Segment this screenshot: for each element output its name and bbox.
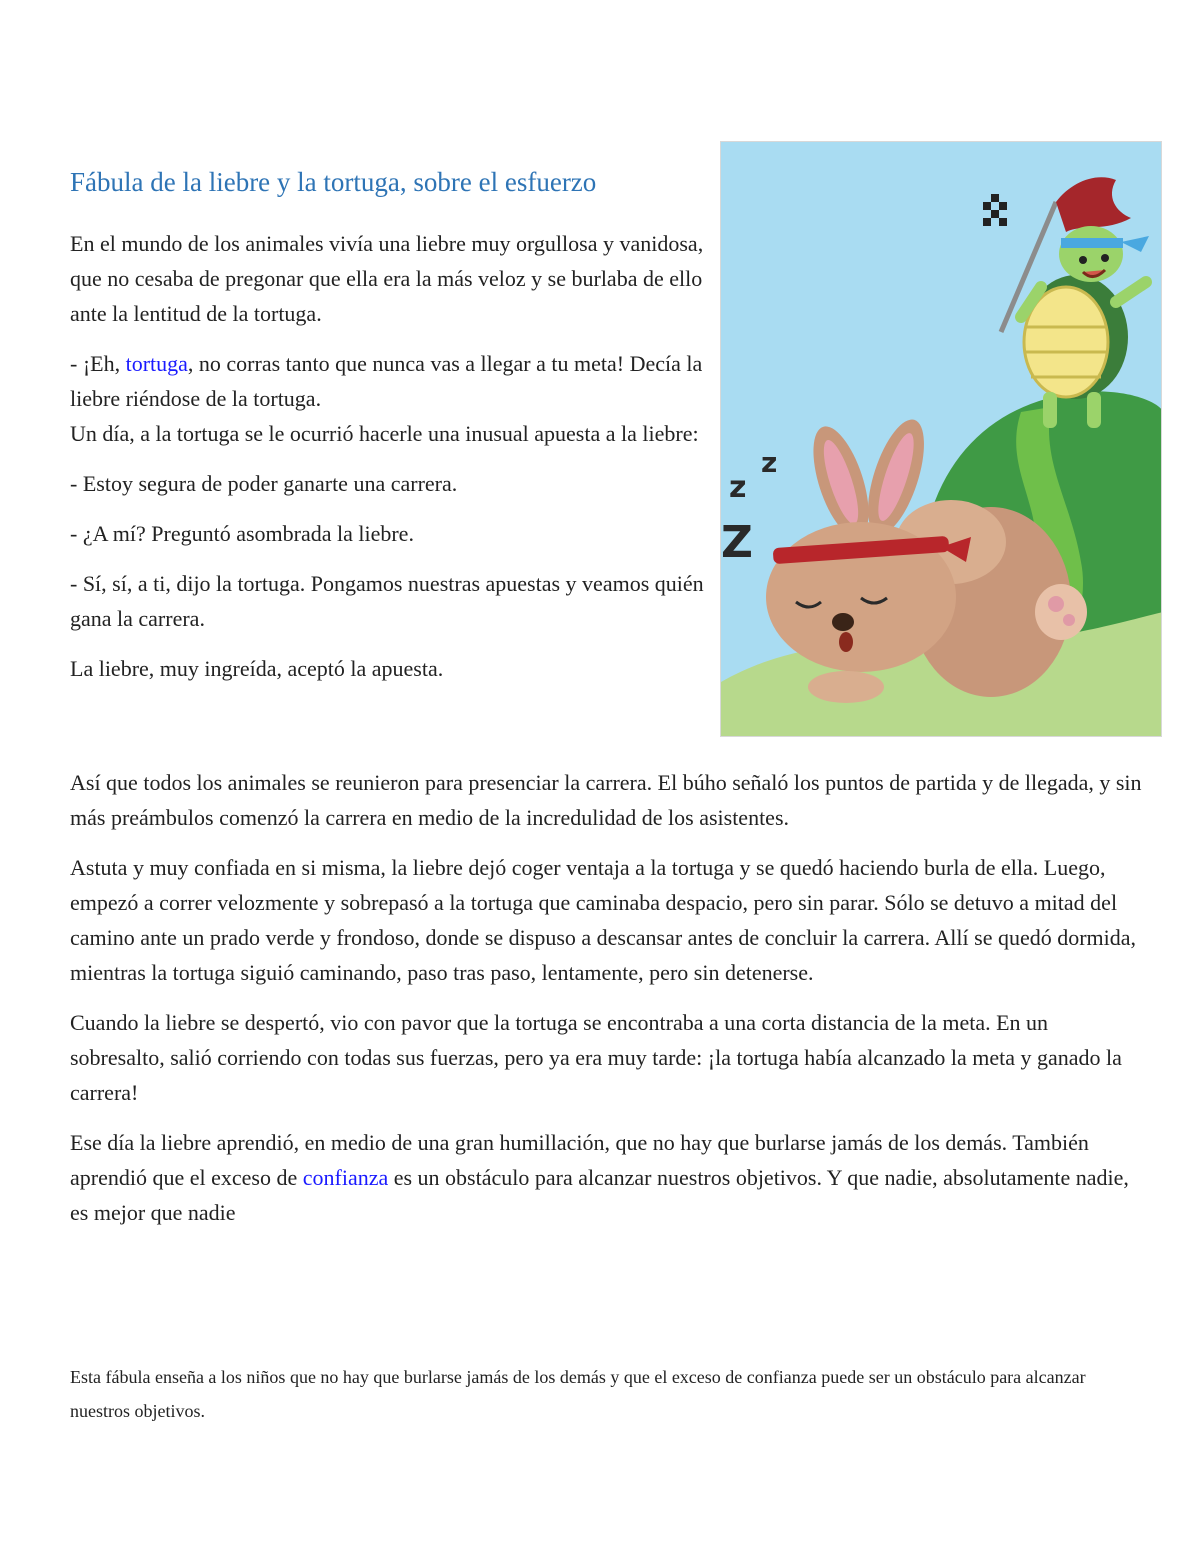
paragraph: - Sí, sí, a ti, dijo la tortuga. Pongamos nuestras apuestas y veamos quién gana la carrera. [70,571,704,631]
svg-text:z: z [729,470,747,505]
paragraph: Cuando la liebre se despertó, vio con pavor que la tortuga se encontraba a una corta distancia de la meta. En un sobresalto, salió corriendo con todas sus fuerzas, pero ya era muy tarde: ¡la tortuga había alcanzado la meta y ganado la carrera! [70,1010,1122,1105]
paragraph: Astuta y muy confiada en si misma, la liebre dejó coger ventaja a la tortuga y se quedó haciendo burla de ella. Luego, empezó a correr velozmente y sobrepasó a la tortuga que caminaba despacio, pero sin parar. Sólo se detuvo a mitad del camino ante un prado verde y frondoso, donde se dispuso a descansar antes de concluir la carrera. Allí se quedó dormida, mientras la tortuga siguió caminando, paso tras paso, lentamente, pero sin detenerse. [70,855,1137,985]
page-title: Fábula de la liebre y la tortuga, sobre el esfuerzo [70,167,597,197]
paragraph-text: Ese día la liebre aprendió, en medio de una gran humillación, que no hay que burlarse jamás de los demás. También aprendió que el exceso de [70,1130,1089,1190]
dialogue-text: - ¡Eh, [70,351,126,376]
paragraph: - ¿A mí? Preguntó asombrada la liebre. [70,521,414,546]
paragraph: La liebre, muy ingreída, aceptó la apuesta. [70,656,444,681]
paragraph: Un día, a la tortuga se le ocurrió hacerle una inusual apuesta a la liebre: [70,421,699,446]
dialogue-text: , no corras tanto que nunca vas a llegar a tu meta! Decía la liebre riéndose de la tortuga. [70,351,703,411]
story-illustration [720,141,1162,737]
paragraph [70,1125,1145,1230]
paragraph [70,346,710,416]
paragraph-text: es un obstáculo para alcanzar nuestros objetivos. Y que nadie, absolutamente nadie, es mejor que nadie [70,1165,1129,1225]
moral-section [70,1360,1145,1428]
moral-text: Esta fábula enseña a los niños que no hay que burlarse jamás de los demás y que el exceso de confianza puede ser un obstáculo para alcanzar nuestros objetivos. [70,1367,1086,1421]
confianza-link[interactable]: confianza [302,1165,389,1190]
narrow-text-column [70,226,710,701]
tortuga-link[interactable]: tortuga [125,351,188,376]
paragraph: Así que todos los animales se reunieron para presenciar la carrera. El búho señaló los puntos de partida y de llegada, y sin más preámbulos comenzó la carrera en medio de la incredulidad de los asistentes. [70,770,1142,830]
paragraph: - Estoy segura de poder ganarte una carrera. [70,471,458,496]
full-width-text [70,765,1145,1245]
hare-and-tortoise-picture [721,142,1162,737]
paragraph: En el mundo de los animales vivía una liebre muy orgullosa y vanidosa, que no cesaba de pregonar que ella era la más veloz y se burlaba de ello ante la lentitud de la tortuga. [70,231,704,326]
svg-text:z: z [761,446,778,479]
svg-text:Z: Z [721,517,753,568]
